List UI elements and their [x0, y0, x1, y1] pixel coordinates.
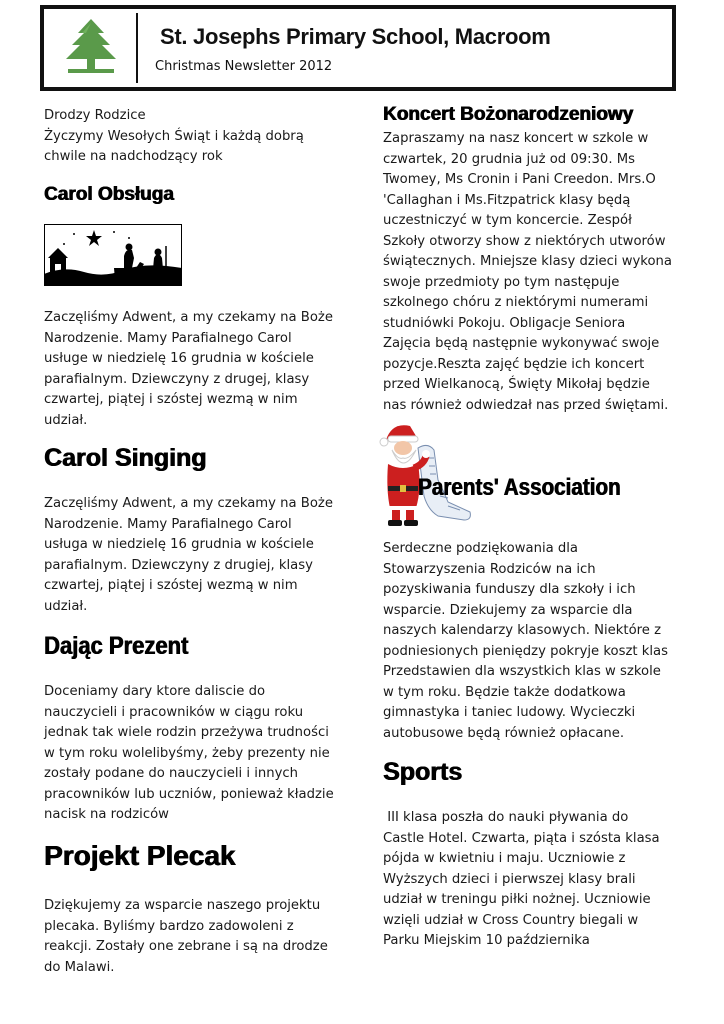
carol-singing-heading: Carol Singing [44, 444, 207, 472]
dajac-prezent-heading: Dając Prezent [44, 632, 189, 660]
carol-singing-body: Zaczęliśmy Adwent, a my czekamy na Boże Narodzenie. Mamy Parafialnego Carol usługa w niedzielę 16 grudnia w kościele parafialnym. Dziewczyny z drugiej, klasy czwartej, piątej i szóstej wezmą w nim udział. [44, 496, 333, 614]
school-title: St. Josephs Primary School, Macroom [160, 24, 551, 49]
carol-obsluga-heading: Carol Obsługa [44, 184, 174, 205]
carol-obsluga-body: Zaczęliśmy Adwent, a my czekamy na Boże Narodzenie. Mamy Parafialnego Carol usługe w niedzielę 16 grudnia w kościele parafialnym. Dziewczyny z drugej, klasy czwartej, piątej i szóstej wezmą w nim udział. [44, 310, 333, 428]
sports-body: III klasa poszła do nauki pływania do Castle Hotel. Czwarta, piąta i szósta klasa pójda w kwietniu i maju. Uczniowie z Wyższych dzieci i pierwszej klasy brali udział w treningu piłki nożnej. Uczniowie wzięli udział w Cross Country biegali w Parku Miejskim 10 października [383, 810, 660, 948]
dajac-prezent-body: Doceniamy dary ktore daliscie do nauczycieli i pracowników w ciągu roku jednak tak wiele rodzin przeżywa trudności w tym roku wolelibyśmy, żeby prezenty nie zostały podane do nauczycieli i innych pracowników lub uczniów, ponieważ kładzie nacisk na rodziców [44, 684, 334, 822]
newsletter-header [40, 5, 676, 91]
projekt-plecak-body: Dziękujemy za wsparcie naszego projektu plecaka. Byliśmy bardzo zadowoleni z reakcji. Zostały one zebrane i są na drodze do Malawi. [44, 898, 328, 975]
koncert-body: Zapraszamy na nasz koncert w szkole w czwartek, 20 grudnia już od 09:30. Ms Twomey, Ms Cronin i Pani Creedon. Mrs.O 'Callaghan i Ms.Fitzpatrick klasy będą uczestniczyć w tym koncercie. Zespół Szkoły otworzy show z niektórych utworów świątecznych. Mniejsze klasy dzieci wykona swoje przedmioty po tym następuje szkolnego chóru z niektórymi numerami studniówki Pokoju. Obligacje Seniora Zajęcia będą następnie wykonywać swoje pozycje.Reszta zajęć będzie ich koncert przed Wielkanocą, Święty Mikołaj będzie nas również odwiedzał nas przed świętami. [383, 131, 672, 413]
christmas-tree-icon [60, 17, 122, 79]
projekt-plecak-heading: Projekt Plecak [44, 840, 236, 871]
newsletter-subtitle: Christmas Newsletter 2012 [155, 59, 333, 74]
intro-text: Drodzy Rodzice Życzymy Wesołych Świąt i każdą dobrą chwile na nadchodzący rok [44, 108, 304, 164]
sports-heading: Sports [383, 758, 463, 786]
parents-association-body: Serdeczne podziękowania dla Stowarzyszenia Rodziców na ich pozyskiwania funduszy dla szkoły i ich wsparcie. Dziekujemy za wsparcie dla naszych kalendarzy klasowych. Niektóre z podniesionych pieniędzy pokryje koszt klas Przedstawien dla wszystkich klas w szkole w tym roku. Będzie także dodatkowa gimnastyka i taniec ludowy. Wycieczki autobusowe będą również opłacane. [383, 541, 668, 741]
parents-association-heading: Parents' Association [418, 474, 621, 501]
koncert-heading: Koncert Bożonarodzeniowy [383, 104, 634, 125]
header-divider [136, 13, 138, 83]
nativity-scene-image [44, 224, 182, 286]
